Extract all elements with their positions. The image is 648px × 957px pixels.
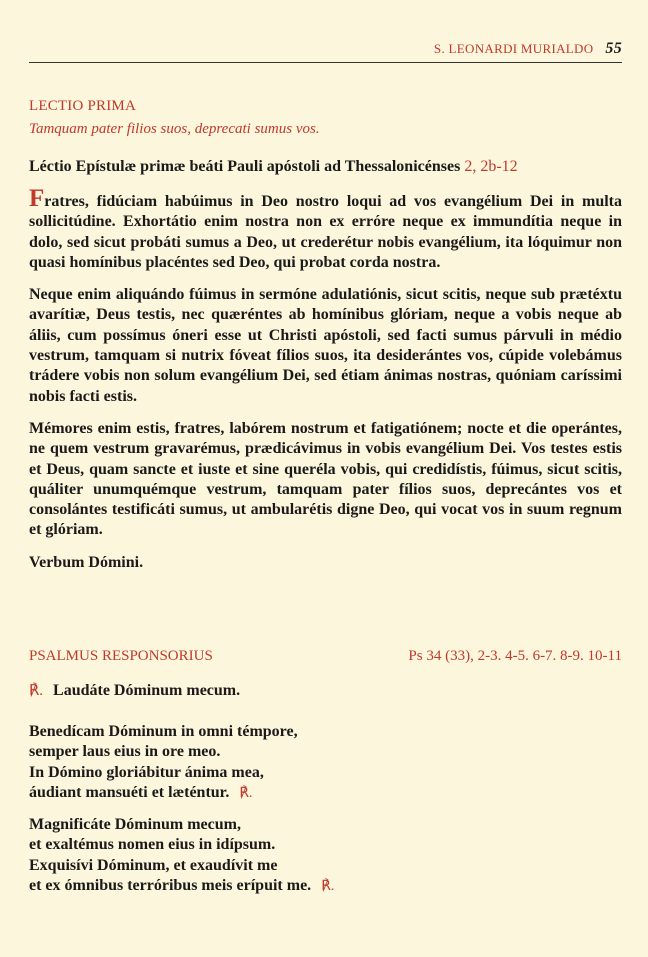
response-text: Laudáte Dóminum mecum. <box>53 682 241 699</box>
lectio-intro-text: Léctio Epístulæ primæ beáti Pauli apóstoli ad Thessalonicénses <box>29 158 461 175</box>
stanza-line: Magnificáte Dóminum mecum, <box>29 816 241 834</box>
response-symbol: ℟. <box>29 683 44 699</box>
psalm-heading <box>29 648 622 665</box>
lectio-subtitle: Tamquam pater filios suos, deprecati sumus vos. <box>29 121 320 137</box>
stanza-line: et exaltémus nomen eius in idípsum. <box>29 836 276 854</box>
reading-paragraph-1-text: ratres, fidúciam habúimus in Deo nostro loqui ad vos evangélium Dei in multa sollicitúdine. Exhortátio enim nostra non ex erróre neque ex immundítia neque in dolo, sed sicut probáti sumus a Deo, ut crederétur nobis evangélium, ita lóquimur non quasi homínibus placéntes sed Deo, qui probat corda nostra. <box>29 193 622 271</box>
reading-text <box>29 185 622 585</box>
header-rule <box>29 62 622 63</box>
stanza-line: semper laus eius in ore meo. <box>29 743 221 761</box>
stanza-line: Exquisívi Dóminum, et exaudívit me <box>29 856 278 874</box>
stanza-line-last <box>29 783 334 804</box>
psalm-label: PSALMUS RESPONSORIUS <box>29 648 213 664</box>
psalm-stanza-2 <box>29 815 334 897</box>
page-number: 55 <box>605 40 622 57</box>
lectio-label: LECTIO PRIMA <box>29 98 136 114</box>
stanza-line: In Dómino gloriábitur ánima mea, <box>29 763 264 781</box>
stanza-line: Benedícam Dóminum in omni témpore, <box>29 723 298 740</box>
dropcap: F <box>29 185 45 212</box>
stanza-line-text: et ex ómnibus terróribus meis erípuit me. <box>29 877 312 895</box>
response-symbol: ℟. <box>239 785 253 801</box>
psalm-stanza-1 <box>29 722 334 804</box>
reading-closing: Verbum Dómini. <box>29 553 144 571</box>
psalm-response <box>29 681 240 700</box>
stanza-line-last <box>29 876 334 897</box>
psalm-stanzas <box>29 722 334 908</box>
reading-paragraph: Neque enim aliquándo fúimus in sermóne adulatiónis, sicut scitis, neque sub prætéxtu avarítiæ, Deus testis, nec quæréntes ab homínibus glóriam, neque a vobis neque ab áliis, cum possímus óneri esse ut Christi apóstoli, sed facti sumus párvuli in médio vestrum, tamquam si nutrix fóveat fílios suos, ita desiderántes vos, cúpide volebámus trádere vobis non solum evangélium Dei, sed étiam ánimas nostras, quóniam caríssimi nobis facti estis. <box>29 286 622 405</box>
running-title: S. LEONARDI MURIALDO <box>433 41 594 56</box>
lectio-reference: 2, 2b-12 <box>464 158 518 175</box>
response-symbol: ℟. <box>321 879 335 895</box>
page <box>29 0 622 957</box>
psalm-reference: Ps 34 (33), 2-3. 4-5. 6-7. 8-9. 10-11 <box>408 648 622 664</box>
stanza-line-text: áudiant mansuéti et læténtur. <box>29 783 230 801</box>
reading-paragraph: Mémores enim estis, fratres, labórem nostrum et fatigatiónem; nocte et die operántes, ne quem vestrum gravarémus, prædicávimus in vobis evangélium Dei. Vos testes estis et Deus, quam sancte et iuste et sine queréla vobis, qui credidístis, fúimus, sicut scitis, quáliter unumquémque vestrum, tamquam pater fílios suos, deprecántes vos et consolántes testificáti sumus, ut ambularétis digne Deo, qui vocat vos in suum regnum et glóriam. <box>29 419 622 539</box>
reading-paragraph <box>29 185 622 273</box>
running-header <box>434 40 622 58</box>
lectio-intro <box>29 158 622 176</box>
